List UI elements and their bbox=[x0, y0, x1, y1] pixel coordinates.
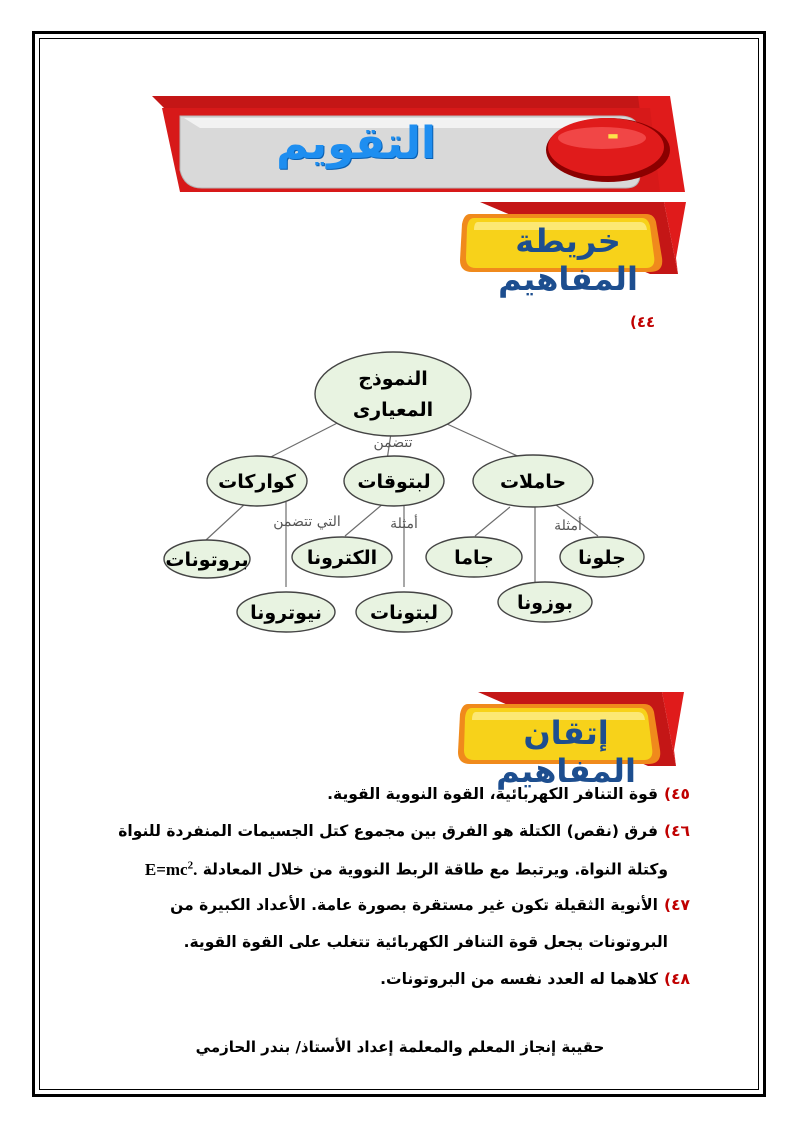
link-label-examples-a: أمثلة bbox=[554, 518, 582, 534]
answer-48 bbox=[380, 970, 690, 988]
answer-number: ٤٧) bbox=[663, 896, 690, 914]
node-neutrons-label: نيوترونا bbox=[250, 602, 322, 624]
tab-mastery-label: إتقان المفاهيم bbox=[496, 714, 636, 790]
answer-text: وكتلة النواة. ويرتبط مع طاقة الربط النووية من خلال المعادلة bbox=[202, 860, 668, 879]
tab-concept-map-label: خريطة المفاهيم bbox=[498, 222, 638, 298]
section-title: التقويم bbox=[276, 118, 436, 169]
link-carriers-gamma bbox=[475, 507, 510, 536]
page-footer: حقيبة إنجاز المعلم والمعلمة إعداد الأستاذ/ بندر الحازمي bbox=[195, 1038, 605, 1056]
node-root-line2: المعيارى bbox=[352, 399, 434, 421]
answer-45 bbox=[327, 785, 690, 803]
answer-text: البروتونات يجعل قوة التنافر الكهربائية تتغلب على القوة القوية. bbox=[183, 933, 668, 951]
answer-47 bbox=[170, 896, 690, 914]
node-leptons-label: لبتوقات bbox=[357, 471, 431, 493]
node-carriers-label: حاملات bbox=[499, 471, 567, 493]
node-protons-label: بروتونات bbox=[165, 549, 249, 571]
link-leptons-electrons bbox=[345, 503, 384, 536]
answer-text: كلاهما له العدد نفسه من البروتونات. bbox=[380, 970, 658, 988]
answer-number: ٤٥) bbox=[663, 785, 690, 803]
equation: $E=mc^2$. bbox=[144, 859, 198, 879]
answer-46-cont bbox=[145, 859, 668, 880]
answer-46 bbox=[118, 822, 690, 840]
link-label-examples-b: أمثلة bbox=[390, 516, 418, 532]
link-quarks-protons bbox=[206, 503, 246, 540]
answer-text: قوة التنافر الكهربائية، القوة النووية القوية. bbox=[327, 785, 658, 803]
node-gluons-label: جلونا bbox=[578, 547, 626, 569]
answer-number: ٤٦) bbox=[663, 822, 690, 840]
concept-map bbox=[150, 340, 650, 670]
node-electrons-label: الكترونا bbox=[306, 547, 378, 569]
link-label-includes-root: تتضمن bbox=[373, 435, 413, 451]
node-root-line1: النموذج bbox=[358, 368, 428, 390]
node-root bbox=[315, 352, 471, 436]
node-leptons-leaf-label: لبتونات bbox=[370, 602, 438, 624]
answer-text: فرق (نقص) الكتلة هو الفرق بين مجموع كتل الجسيمات المنفردة للنواة bbox=[118, 822, 658, 840]
answer-text: الأنوية الثقيلة تكون غير مستقرة بصورة عامة. الأعداد الكبيرة من bbox=[170, 896, 658, 914]
node-gamma-label: جاما bbox=[454, 547, 494, 569]
answer-number: ٤٨) bbox=[663, 970, 690, 988]
node-quarks-label: كواركات bbox=[218, 471, 296, 493]
question-44-number: ٤٤) bbox=[630, 313, 656, 331]
answer-47-cont bbox=[184, 933, 668, 951]
node-bosons-label: بوزونا bbox=[516, 592, 574, 614]
banner-dash: - bbox=[606, 118, 620, 153]
link-label-includes: التي تتضمن bbox=[273, 514, 341, 530]
